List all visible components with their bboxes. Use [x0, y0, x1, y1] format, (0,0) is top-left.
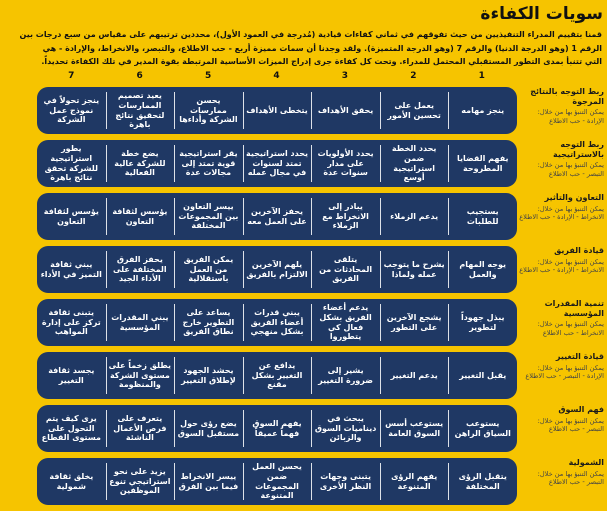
- competency-name: التعاون والتأثير: [544, 193, 604, 202]
- level-cell: يتقبل الرؤى المختلفة: [448, 458, 517, 505]
- competency-row: [36, 405, 607, 452]
- level-cell: يبذل جهوداً لتطوير: [448, 299, 517, 346]
- intro-paragraph: [5, 28, 602, 69]
- level-header: [37, 71, 516, 82]
- predictor-traits: التبصر - حب الاطلاع: [548, 478, 604, 487]
- level-cell: يجسد ثقافة التغيير: [48, 365, 95, 385]
- level-cell: يلهم الآخرين الالتزام بالفريق: [243, 246, 312, 293]
- competency-name: قيادة التغيير: [555, 352, 604, 361]
- competency-row: [36, 246, 607, 293]
- level-cell: يدافع عن التغيير بشكل مقنع: [243, 352, 312, 399]
- competency-row: [36, 458, 607, 505]
- level-cell: يتخطى الأهداف: [243, 87, 312, 134]
- level-cell: ينجز تحولاً في نموذج عمل الشركة: [43, 95, 100, 125]
- level-cell: يتبنى وجهات النظر الأخرى: [311, 458, 380, 505]
- level-cell: يدعم الزملاء: [380, 193, 449, 240]
- competency-row: [36, 352, 607, 399]
- level-cell: يرى كيف يتم التحول على مستوى القطاع: [41, 413, 101, 443]
- level-cell: يضع رؤى حول مستقبل السوق: [174, 405, 243, 452]
- competency-label: [517, 352, 607, 399]
- level-cell: يستجيب للطلبات: [448, 193, 517, 240]
- competency-label: [517, 299, 607, 346]
- level-cell: يمكن الفريق من العمل باستقلالية: [174, 246, 243, 293]
- competency-label: [517, 405, 607, 452]
- level-cell: يضع خطة للشركة عالية الفعالية: [106, 140, 175, 187]
- level-cell: يحدد الخطة ضمن استراتيجية أوسع: [380, 140, 449, 187]
- level-cell: يعيد تصميم الممارسات لتحقيق نتائج باهرة: [106, 87, 175, 134]
- level-number: 7: [68, 71, 75, 81]
- predictor-traits: التبصر - حب الاطلاع: [548, 169, 604, 178]
- level-number: 4: [273, 71, 280, 81]
- competency-name: الشمولية: [568, 458, 604, 467]
- predictor-traits: الانخراط - الإرادة - حب الاطلاع: [519, 213, 604, 222]
- level-cell: يحقق الأهداف: [311, 87, 380, 134]
- competency-name: ربط التوجه بالاستراتيجية: [553, 140, 604, 159]
- predictor-traits: التبصر - حب الاطلاع: [548, 425, 604, 434]
- level-bar: [37, 87, 517, 134]
- level-number: 1: [478, 71, 485, 81]
- level-bar: [37, 140, 517, 187]
- level-cell: يتعرف على فرص الأعمال الناشئة: [106, 405, 175, 452]
- level-bar: [37, 458, 517, 505]
- competency-name: قيادة الفريق: [554, 246, 604, 255]
- predicted-by-label: يمكن التنبؤ بها من خلال:: [537, 108, 604, 116]
- intro-line: قمنا بتقييم المدراء التنفيذيين من حيث تفوقهم في ثماني كفاءات قيادية (مُدرجة في العمود الأول)، محددين ترتيبهم على مقياس من سبع درجات بين: [19, 30, 602, 39]
- level-cell: يحفز الآخرين على العمل معه: [243, 193, 312, 240]
- level-number: 6: [136, 71, 143, 81]
- competency-table: [36, 87, 607, 511]
- level-cell: ييسر الانخراط فيما بين الفرق: [174, 458, 243, 505]
- level-cell: يفهم الرؤى المتنوعة: [380, 458, 449, 505]
- level-cell: يبادر إلى الانخراط مع الزملاء: [311, 193, 380, 240]
- level-number: 2: [410, 71, 417, 81]
- level-cell: ييسر التعاون بين المجموعات المختلفة: [174, 193, 243, 240]
- level-bar: [37, 352, 517, 399]
- competency-row: [36, 87, 607, 134]
- competency-name: ربط التوجه بالنتائج المرجوة: [530, 87, 604, 106]
- level-cell: يطور استراتيجية للشركة تحقق نتائج باهرة: [44, 143, 98, 183]
- competency-name: تنمية المقدرات المؤسسية: [544, 299, 604, 318]
- predictor-traits: الانخراط - الإرادة - حب الاطلاع: [519, 266, 604, 275]
- level-cell: يحفز الفرق المختلفة على الأداء الجيد: [106, 246, 175, 293]
- competency-label: [517, 193, 607, 240]
- level-cell: يعمل على تحسين الأمور: [380, 87, 449, 134]
- level-cell: يستوعب أسس السوق العامة: [380, 405, 449, 452]
- level-cell: يدعم أعضاء الفريق بشكل فعال كي يتطوروا: [311, 299, 380, 346]
- level-cell: يحشد الجهود لإطلاق التغيير: [174, 352, 243, 399]
- page-title: سويات الكفاءة: [480, 4, 603, 24]
- level-cell: يتبنى ثقافة تركز على إدارة المواهب: [41, 307, 101, 337]
- level-number: 3: [341, 71, 349, 81]
- competency-row: [36, 140, 607, 187]
- level-cell: يبني قدرات أعضاء الفريق بشكل منهجي: [243, 299, 312, 346]
- level-bar: [37, 246, 517, 293]
- predictor-traits: الإرادة - التبصر - حب الاطلاع: [525, 372, 604, 381]
- predicted-by-label: يمكن التنبؤ بها من خلال:: [537, 363, 604, 372]
- level-cell: يشرح ما يتوجب عمله ولماذا: [380, 246, 449, 293]
- level-cell: يوجه المهام والعمل: [448, 246, 517, 293]
- level-cell: يقبل التغيير: [448, 352, 517, 399]
- level-cell: يفهم القضايا المطروحة: [448, 140, 517, 187]
- level-cell: يبني ثقافة التميز في الأداء: [40, 259, 102, 279]
- level-cell: يشير إلى ضرورة التغيير: [311, 352, 380, 399]
- predictor-traits: الإرادة - حب الاطلاع: [549, 116, 604, 125]
- competency-name: فهم السوق: [558, 405, 604, 414]
- intro-line: التي تتنبأ بمدى التطور المستقبلي المحتمل للمدراء. وتحت كل كفاءة جرى إدراج الميزات الأساسية المرتبطة بقوة المدير في تلك الكفاءة تحديداً.: [41, 57, 602, 67]
- level-cell: يطلق زخماً على مستوى الشركة والمنظومة: [106, 352, 175, 399]
- intro-line: الرقم 1 (وهو الدرجة الدنيا) والرقم 7 (وهو الدرجة المتميزة). ولقد وجدنا أن سمات مميزة أربع - حب الاطلاع، والتبصر، والانخراط، والإرادة - هي: [42, 43, 602, 53]
- level-bar: [37, 193, 517, 240]
- level-cell: يحسن العمل ضمن المجموعات المتنوعة: [243, 458, 312, 505]
- level-cell: يستوعب السياق الراهن: [448, 405, 517, 452]
- predicted-by-label: يمكن التنبؤ بها من خلال:: [537, 320, 604, 328]
- competency-row: [36, 193, 607, 240]
- level-cell: يؤسس لثقافة التعاون: [106, 193, 175, 240]
- predicted-by-label: يمكن التنبؤ بها من خلال:: [537, 469, 604, 478]
- level-cell: يحسن ممارسات الشركة وأداءها: [174, 87, 243, 134]
- level-cell: يشجع الآخرين على التطور: [380, 299, 449, 346]
- level-cell: ينجز مهامه: [448, 87, 517, 134]
- level-cell: يبحث في ديناميات السوق والزبائن: [311, 405, 380, 452]
- competency-label: [517, 246, 607, 293]
- level-cell: يؤسس لثقافة التعاون: [43, 206, 99, 226]
- predicted-by-label: يمكن التنبؤ بها من خلال:: [537, 416, 604, 425]
- competency-label: [517, 140, 607, 187]
- competency-row: [36, 299, 607, 346]
- competency-label: [517, 458, 607, 505]
- predicted-by-label: يمكن التنبؤ بها من خلال:: [537, 257, 604, 266]
- level-cell: يبني المقدرات المؤسسية: [106, 299, 175, 346]
- competency-label: [517, 87, 607, 134]
- level-cell: يقر استراتيجية قوية تمتد إلى مجالات عدة: [174, 140, 243, 187]
- level-cell: يخلق ثقافة شمولية: [49, 471, 94, 491]
- level-cell: يتلقى المحادثات من الفريق: [311, 246, 380, 293]
- level-cell: يزيد على نحو استراتيجي تنوع الموظفين: [106, 458, 175, 505]
- level-bar: [37, 405, 517, 452]
- predicted-by-label: يمكن التنبؤ بها من خلال:: [537, 161, 604, 169]
- level-cell: يساعد على التطوير خارج نطاق الفريق: [174, 299, 243, 346]
- level-cell: يحدد استراتيجية تمتد لسنوات في مجال عمله: [243, 140, 312, 187]
- level-number: 5: [204, 71, 212, 81]
- predicted-by-label: يمكن التنبؤ بها من خلال:: [537, 204, 604, 213]
- predictor-traits: الانخراط - حب الاطلاع: [542, 328, 604, 337]
- level-bar: [37, 299, 517, 346]
- level-cell: يدعم التغيير: [380, 352, 449, 399]
- level-cell: يفهم السوق فهماً عميقاً: [243, 405, 312, 452]
- level-cell: يحدد الأولويات على مدار سنوات عدة: [311, 140, 380, 187]
